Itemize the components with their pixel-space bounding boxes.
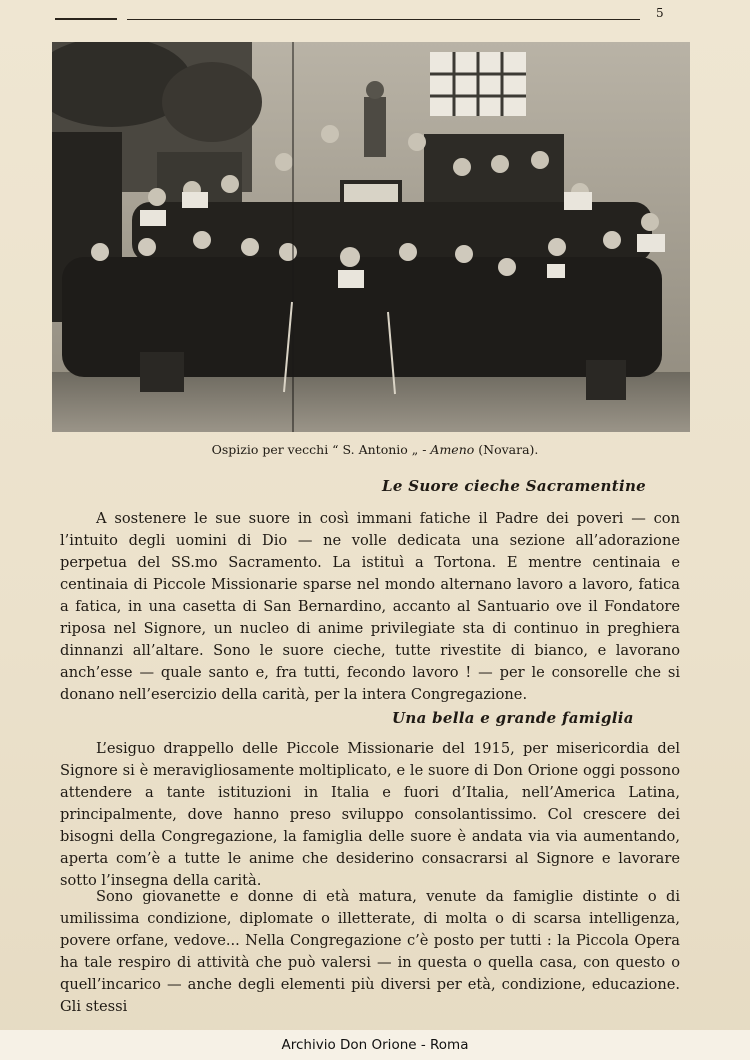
header-rule [127,19,640,20]
section-heading-suore-cieche: Le Suore cieche Sacramentine [382,477,647,495]
photo-caption [0,442,750,457]
group-photo-icon [52,42,690,432]
caption-suffix: (Novara). [474,442,539,457]
paragraph: Sono giovanette e donne di età matura, venute da famiglie distinte o di umilissima condizione, diplomate o illetterate, di molta o di scarsa intelligenza, povere orfane, vedove... Nella Congregazione c’è posto per tutti : la Piccola Opera ha tale respiro di attività che può valersi — in questa o quella casa, con questo o quell’incarico — anche degli elementi più diversi per età, condizione, educazione. Gli stessi [60,888,680,1015]
caption-prefix: Ospizio per vecchi “ S. Antonio „ - [211,442,431,457]
page-number: 5 [656,6,664,20]
paragraph: A sostenere le sue suore in così immani fatiche il Padre dei poveri — con l’intuito degli uomini di Dio — ne volle dedicata una sezione all’adorazione perpetua del SS.mo Sacramento. La istituì a Tortona. E mentre centinaia e centinaia di Piccole Missionarie sparse nel mondo alternano lavoro a lavoro, fatica a fatica, in una casetta di San Bernardino, accanto al Santuario ove il Fondatore riposa nel Signore, un nucleo di anime privilegiate sta di continuo in preghiera dinnanzi all’altare. Sono le suore cieche, tutte rivestite di bianco, e lavorano anch’esse — quale santo e, fra tutti, fecondo lavoro ! — per le consorelle che si donano nell’esercizio della carità, per la intera Congregazione. [60,510,680,703]
archive-footer: Archivio Don Orione - Roma [281,1037,469,1053]
group-photo [52,42,690,432]
section-heading-famiglia: Una bella e grande famiglia [392,709,634,727]
paragraph: L’esiguo drappello delle Piccole Missionarie del 1915, per misericordia del Signore si è meravigliosamente moltiplicato, e le suore di Don Orione oggi possono attendere a tante istituzioni in Italia e fuori d’Italia, nell’America Latina, principalmente, dove hanno preso sviluppo consolantissimo. Col crescere dei bisogni della Congregazione, la famiglia delle suore è andata via via aumentando, aperta com’è a tutte le anime che desiderino consacrarsi al Signore e lavorare sotto l’insegna della carità. [60,740,680,889]
header-rule-left [55,18,117,20]
caption-place: Ameno [430,442,475,457]
